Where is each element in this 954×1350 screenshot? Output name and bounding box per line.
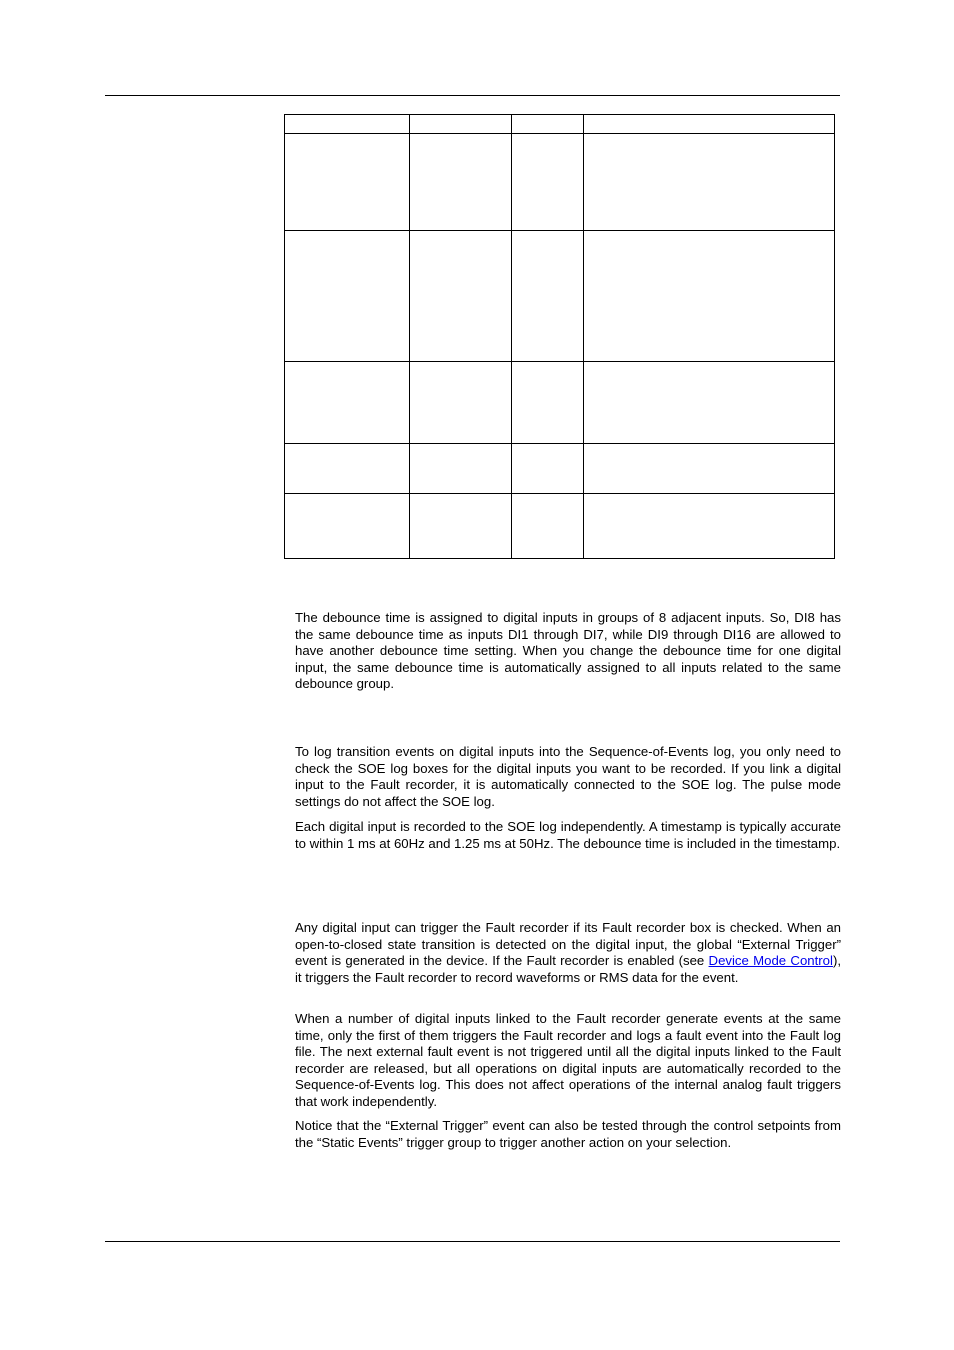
device-mode-control-link[interactable]: Device Mode Control [708,953,833,968]
debounce-paragraph: The debounce time is assigned to digital inputs in groups of 8 adjacent inputs. So, DI8 has the same debounce time as inputs DI1 through DI7, while DI9 through DI16 are allowed to have another debounce time setting. When you change the debounce time for one digital input, the same debounce time is automatically assigned to all inputs related to the same debounce group. [295,610,841,691]
header-rule [105,95,840,96]
paragraph-text: Any digital input can trigger the Fault recorder if its Fault recorder box is checked. When an open-to-closed state transition is detected on the digital input, the global “External Trigger” event is generated in the device. If the Fault recorder is enabled (see [295,920,841,968]
external-trigger-paragraph: Notice that the “External Trigger” event can also be tested through the control setpoints from the “Static Events” trigger group to trigger another action on your selection. [295,1118,841,1150]
soe-timestamp-paragraph: Each digital input is recorded to the SOE log independently. A timestamp is typically accurate to within 1 ms at 60Hz and 1.25 ms at 50Hz. The debounce time is included in the timestamp. [295,819,841,851]
table-cell [512,115,584,134]
table-cell [285,134,410,231]
table-cell [584,231,835,362]
table-cell [285,231,410,362]
table-cell [584,444,835,494]
table-cell [584,494,835,559]
table-cell [512,494,584,559]
soe-log-paragraph: To log transition events on digital inputs into the Sequence-of-Events log, you only need to check the SOE log boxes for the digital inputs you want to be recorded. If you link a digital input to the Fault recorder, it is automatically connected to the SOE log. The pulse mode settings do not affect the SOE log. [295,744,841,809]
paragraph-text: ), it triggers the Fault recorder to record waveforms or RMS data for the event. [295,953,842,985]
table-cell [410,362,512,444]
table-cell [410,115,512,134]
settings-table [284,114,835,559]
fault-recorder-paragraph [295,920,841,986]
table-row [285,494,835,559]
table-cell [410,134,512,231]
table-cell [285,362,410,444]
table-cell [584,362,835,444]
table-cell [285,115,410,134]
table-row [285,444,835,494]
table-cell [512,362,584,444]
table-cell [512,444,584,494]
fault-events-paragraph: When a number of digital inputs linked to the Fault recorder generate events at the same time, only the first of them triggers the Fault recorder and logs a fault event into the Fault log file. The next external fault event is not triggered until all the digital inputs linked to the Fault recorder are released, but all operations on digital inputs are automatically recorded to the Sequence-of-Events log. This does not affect operations of the internal analog fault triggers that work independently. [295,1011,841,1109]
table-cell [584,115,835,134]
table-cell [410,444,512,494]
table-cell [285,444,410,494]
table-cell [285,494,410,559]
table-row [285,134,835,231]
table-cell [410,494,512,559]
table-cell [512,134,584,231]
table-cell [410,231,512,362]
table-cell [584,134,835,231]
table-row [285,362,835,444]
table-header-row [285,115,835,134]
table-cell [512,231,584,362]
footer-rule [105,1241,840,1242]
table-row [285,231,835,362]
